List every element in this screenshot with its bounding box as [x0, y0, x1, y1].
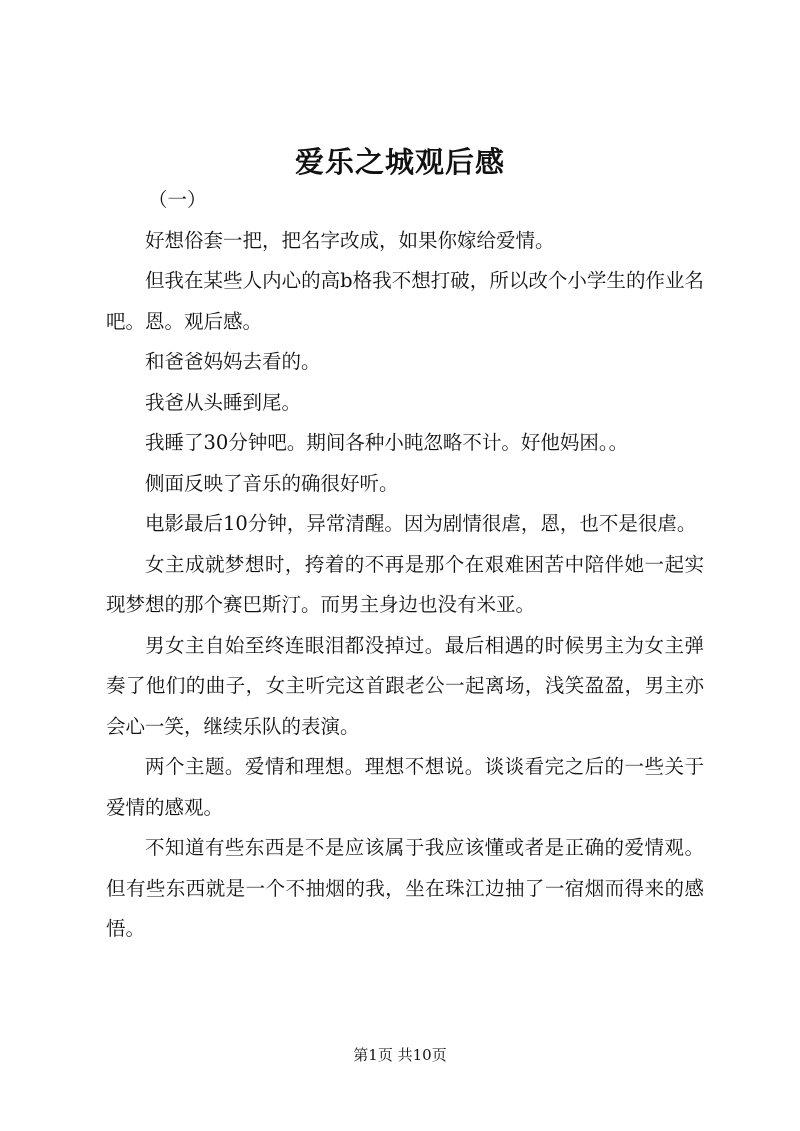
paragraph: 和爸爸妈妈去看的。 — [145, 350, 321, 373]
page-footer: 第1页 共10页 — [353, 1046, 447, 1064]
document-title: 爱乐之城观后感 — [294, 145, 505, 179]
paragraph: 两个主题。爱情和理想。理想不想说。谈谈看完之后的一些关于爱情的感观。 — [106, 755, 704, 819]
paragraph: 我爸从头睡到尾。 — [145, 390, 302, 414]
paragraph: 女主成就梦想时，挎着的不再是那个在艰难困苦中陪伴她一起实现梦想的那个赛巴斯汀。而男主身边也没有米亚。 — [106, 552, 704, 616]
paragraph: 但我在某些人内心的高b格我不想打破，所以改个小学生的作业名吧。恩。观后感。 — [106, 269, 704, 333]
paragraph: 男女主自始至终连眼泪都没掉过。最后相遇的时候男主为女主弹奏了他们的曲子，女主听完这首跟老公一起离场，浅笑盈盈，男主亦会心一笑，继续乐队的表演。 — [106, 633, 704, 738]
paragraph: 我睡了30分钟吧。期间各种小盹忽略不计。好他妈困。。 — [145, 431, 629, 454]
paragraph: 侧面反映了音乐的确很好听。 — [145, 471, 399, 495]
paragraph: 不知道有些东西是不是应该属于我应该懂或者是正确的爱情观。但有些东西就是一个不抽烟的我，坐在珠江边抽了一宿烟而得来的感悟。 — [106, 836, 704, 940]
paragraph: 电影最后10分钟，异常清醒。因为剧情很虐，恩，也不是很虐。 — [145, 512, 697, 535]
document-body — [106, 180, 704, 950]
paragraph: 好想俗套一把，把名字改成，如果你嫁给爱情。 — [145, 228, 555, 252]
section-label: （一） — [148, 188, 207, 211]
